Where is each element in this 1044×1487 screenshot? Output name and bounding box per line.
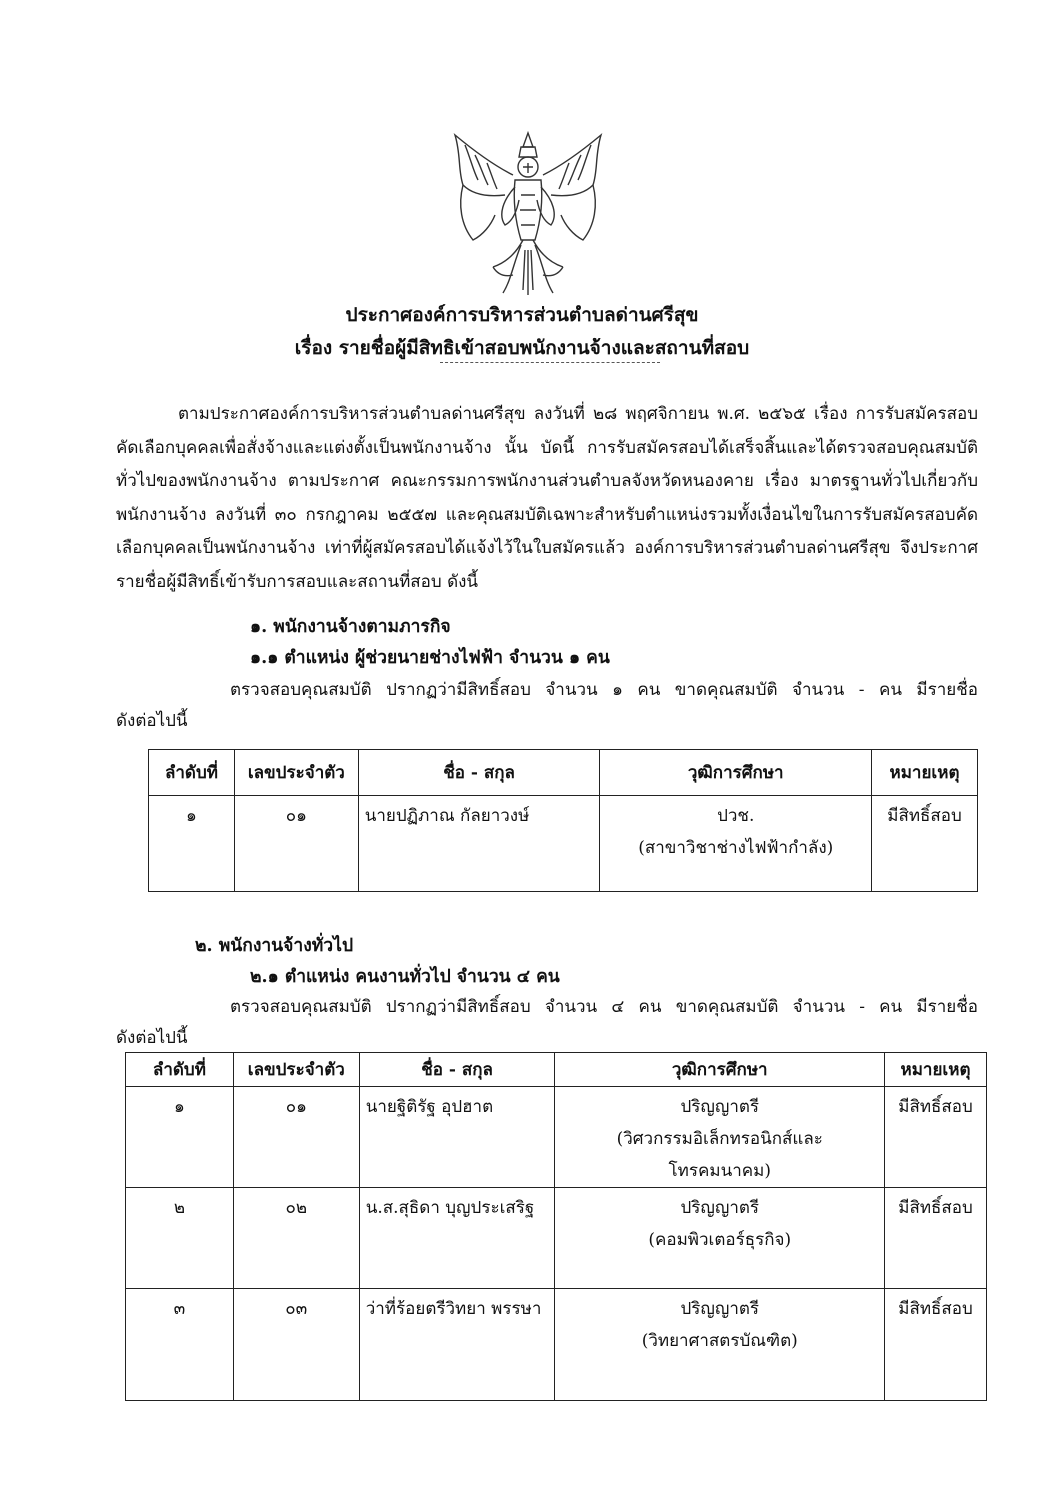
row-edu-major: (วิศวกรรมอิเล็กทรอนิกส์และ — [616, 1129, 823, 1149]
row-no: ๑ — [186, 806, 197, 826]
header-id: เลขประจำตัว — [233, 1053, 359, 1087]
row-note: มีสิทธิ์สอบ — [898, 1299, 973, 1319]
row-no: ๓ — [173, 1299, 186, 1319]
table-header-row — [149, 750, 978, 796]
row-name: ว่าที่ร้อยตรีวิทยา พรรษา — [365, 1299, 542, 1319]
section1-cont-text: ดังต่อไปนี้ — [116, 711, 188, 731]
table-row — [126, 1087, 987, 1188]
divider — [440, 362, 660, 363]
header-name: ชื่อ - สกุล — [358, 750, 600, 796]
row-edu-major: (วิทยาศาสตรบัณฑิต) — [641, 1331, 798, 1351]
row-name: นายฐิติรัฐ อุปฮาต — [365, 1097, 494, 1117]
header-note: หมายเหตุ — [885, 1053, 987, 1087]
row-note: มีสิทธิ์สอบ — [898, 1097, 973, 1117]
intro-paragraph: ตามประกาศองค์การบริหารส่วนตำบลด่านศรีสุข ลงวันที่ ๒๘ พฤศจิกายน พ.ศ. ๒๕๖๕ เรื่อง การรับสมัครสอบคัดเลือกบุคคลเพื่อสั่งจ้างและแต่งตั้งเป็นพนักงานจ้าง นั้น บัดนี้ การรับสมัครสอบได้เสร็จสิ้นและได้ตรวจสอบคุณสมบัติทั่วไปของพนักงานจ้าง ตามประกาศ คณะกรรมการพนักงานส่วนตำบลจังหวัดหนองคาย เรื่อง มาตรฐานทั่วไปเกี่ยวกับพนักงานจ้าง ลงวันที่ ๓๐ กรกฎาคม ๒๕๕๗ และคุณสมบัติเฉพาะสำหรับตำแหน่งรวมทั้งเงื่อนไขในการรับสมัครสอบคัดเลือกบุคคลเป็นพนักงานจ้าง เท่าที่ผู้สมัครสอบได้แจ้งไว้ในใบสมัครแล้ว องค์การบริหารส่วนตำบลด่านศรีสุข จึงประกาศรายชื่อผู้มีสิทธิ์เข้ารับการสอบและสถานที่สอบ ดังนี้ — [116, 404, 978, 592]
row-edu-major: (สาขาวิชาช่างไฟฟ้ากำลัง) — [638, 838, 834, 858]
header-no: ลำดับที่ — [149, 750, 235, 796]
row-edu-degree: ปวช. — [717, 806, 755, 826]
table-row — [149, 796, 978, 892]
section1-check-text: ตรวจสอบคุณสมบัติ ปรากฏว่ามีสิทธิ์สอบ จำนวน ๑ คน ขาดคุณสมบัติ จำนวน - คน มีรายชื่อ — [230, 680, 978, 700]
row-edu-degree: ปริญญาตรี — [680, 1299, 760, 1319]
table-row — [126, 1289, 987, 1401]
section2-heading: ๒. พนักงานจ้างทั่วไป — [195, 936, 354, 956]
section2-subheading: ๒.๑ ตำแหน่ง คนงานทั่วไป จำนวน ๔ คน — [250, 967, 560, 987]
row-name: น.ส.สุธิดา บุญประเสริฐ — [365, 1198, 535, 1218]
row-id: ๐๑ — [285, 1097, 307, 1117]
row-no: ๑ — [174, 1097, 185, 1117]
row-edu-degree: ปริญญาตรี — [680, 1097, 760, 1117]
row-note: มีสิทธิ์สอบ — [898, 1198, 973, 1218]
row-no: ๒ — [173, 1198, 186, 1218]
page-title: ประกาศองค์การบริหารส่วนตำบลด่านศรีสุข — [345, 304, 699, 326]
header-name: ชื่อ - สกุล — [359, 1053, 555, 1087]
table-row — [126, 1188, 987, 1289]
garuda-emblem-icon — [443, 125, 613, 300]
section1-subheading: ๑.๑ ตำแหน่ง ผู้ช่วยนายช่างไฟฟ้า จำนวน ๑ คน — [250, 648, 610, 668]
page-subject: เรื่อง รายชื่อผู้มีสิทธิเข้าสอบพนักงานจ้างและสถานที่สอบ — [294, 337, 750, 359]
row-id: ๐๓ — [285, 1299, 308, 1319]
header-education: วุฒิการศึกษา — [555, 1053, 885, 1087]
header-education: วุฒิการศึกษา — [600, 750, 872, 796]
section2-check-text: ตรวจสอบคุณสมบัติ ปรากฏว่ามีสิทธิ์สอบ จำนวน ๔ คน ขาดคุณสมบัติ จำนวน - คน มีรายชื่อ — [230, 997, 978, 1017]
table-section2 — [125, 1052, 987, 1401]
header-id: เลขประจำตัว — [234, 750, 358, 796]
row-name: นายปฏิภาณ กัลยาวงษ์ — [364, 806, 530, 826]
row-edu-major: (คอมพิวเตอร์ธุรกิจ) — [648, 1230, 792, 1250]
row-edu-major-cont: โทรคมนาคม) — [668, 1161, 771, 1181]
section2-cont-text: ดังต่อไปนี้ — [116, 1028, 188, 1048]
header-no: ลำดับที่ — [126, 1053, 234, 1087]
row-id: ๐๑ — [285, 806, 307, 826]
table-section1 — [148, 749, 978, 892]
header-note: หมายเหตุ — [872, 750, 978, 796]
table-header-row — [126, 1053, 987, 1087]
row-id: ๐๒ — [285, 1198, 308, 1218]
section1-heading: ๑. พนักงานจ้างตามภารกิจ — [250, 617, 451, 637]
row-note: มีสิทธิ์สอบ — [887, 806, 962, 826]
row-edu-degree: ปริญญาตรี — [680, 1198, 760, 1218]
